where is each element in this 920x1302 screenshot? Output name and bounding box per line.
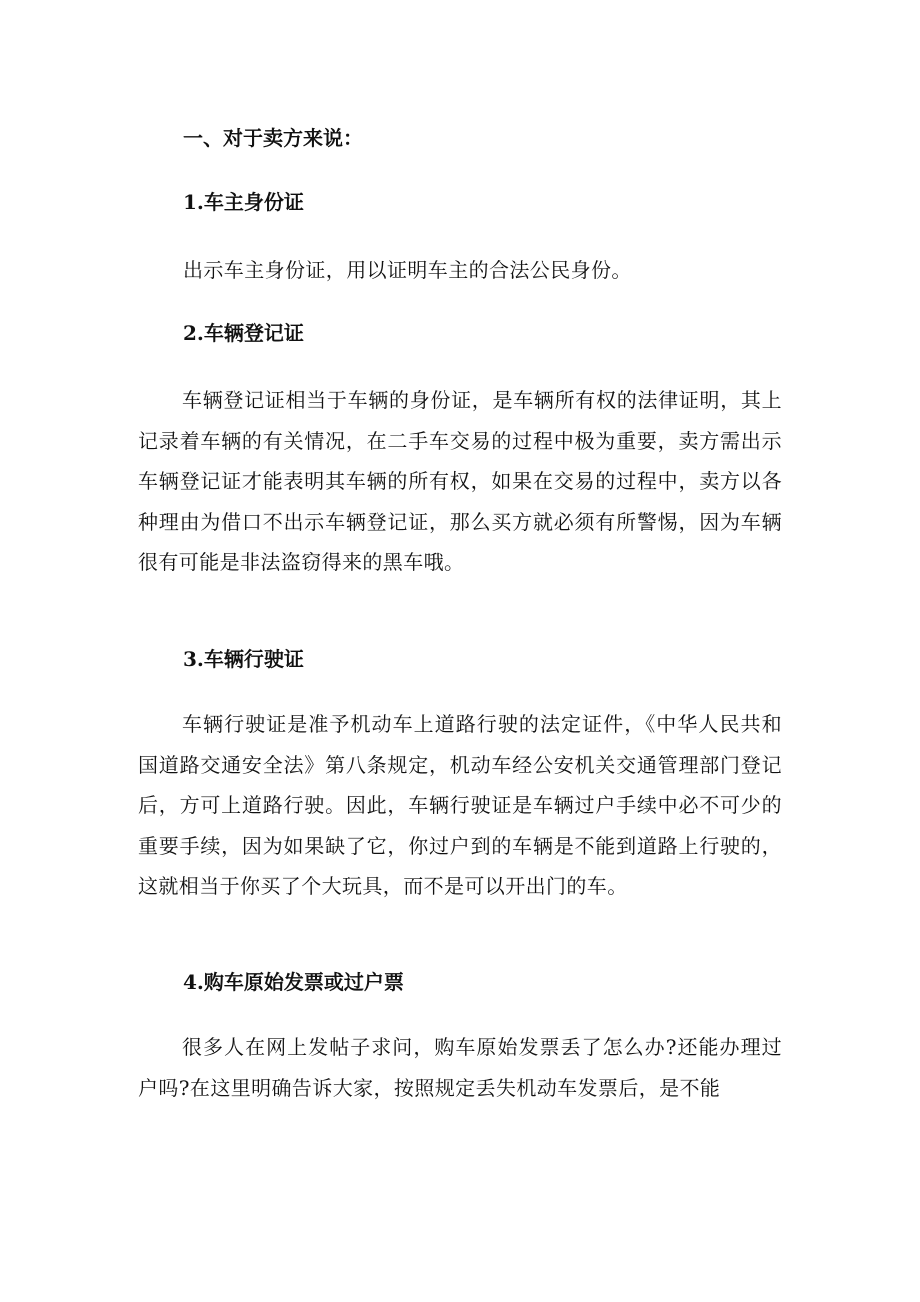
item-heading-id-card: 1.车主身份证 bbox=[183, 190, 304, 214]
item-paragraph-registration: 车辆登记证相当于车辆的身份证，是车辆所有权的法律证明，其上记录着车辆的有关情况，在二手车交易的过程中极为重要，卖方需出示车辆登记证才能表明其车辆的所有权，如果在交易的过程中，卖方以各种理由为借口不出示车辆登记证，那么买方就必须有所警惕，因为车辆很有可能是非法盗窃得来的黑车哦。 bbox=[138, 388, 782, 574]
item-heading-driving-license: 3.车辆行驶证 bbox=[183, 647, 304, 671]
item-heading-invoice: 4.购车原始发票或过户票 bbox=[183, 970, 404, 994]
item-paragraph-id-card: 出示车主身份证，用以证明车主的合法公民身份。 bbox=[183, 258, 632, 282]
item-paragraph-invoice: 很多人在网上发帖子求问，购车原始发票丢了怎么办?还能办理过户吗?在这里明确告诉大家，按照规定丢失机动车发票后，是不能 bbox=[138, 1035, 782, 1100]
section-title: 一、对于卖方来说： bbox=[183, 126, 363, 150]
item-paragraph-driving-license: 车辆行驶证是准予机动车上道路行驶的法定证件，《中华人民共和国道路交通安全法》第八条规定，机动车经公安机关交通管理部门登记后，方可上道路行驶。因此，车辆行驶证是车辆过户手续中必不可少的重要手续，因为如果缺了它，你过户到的车辆是不能到道路上行驶的，这就相当于你买了个大玩具，而不是可以开出门的车。 bbox=[138, 712, 782, 898]
item-heading-registration: 2.车辆登记证 bbox=[183, 321, 304, 345]
